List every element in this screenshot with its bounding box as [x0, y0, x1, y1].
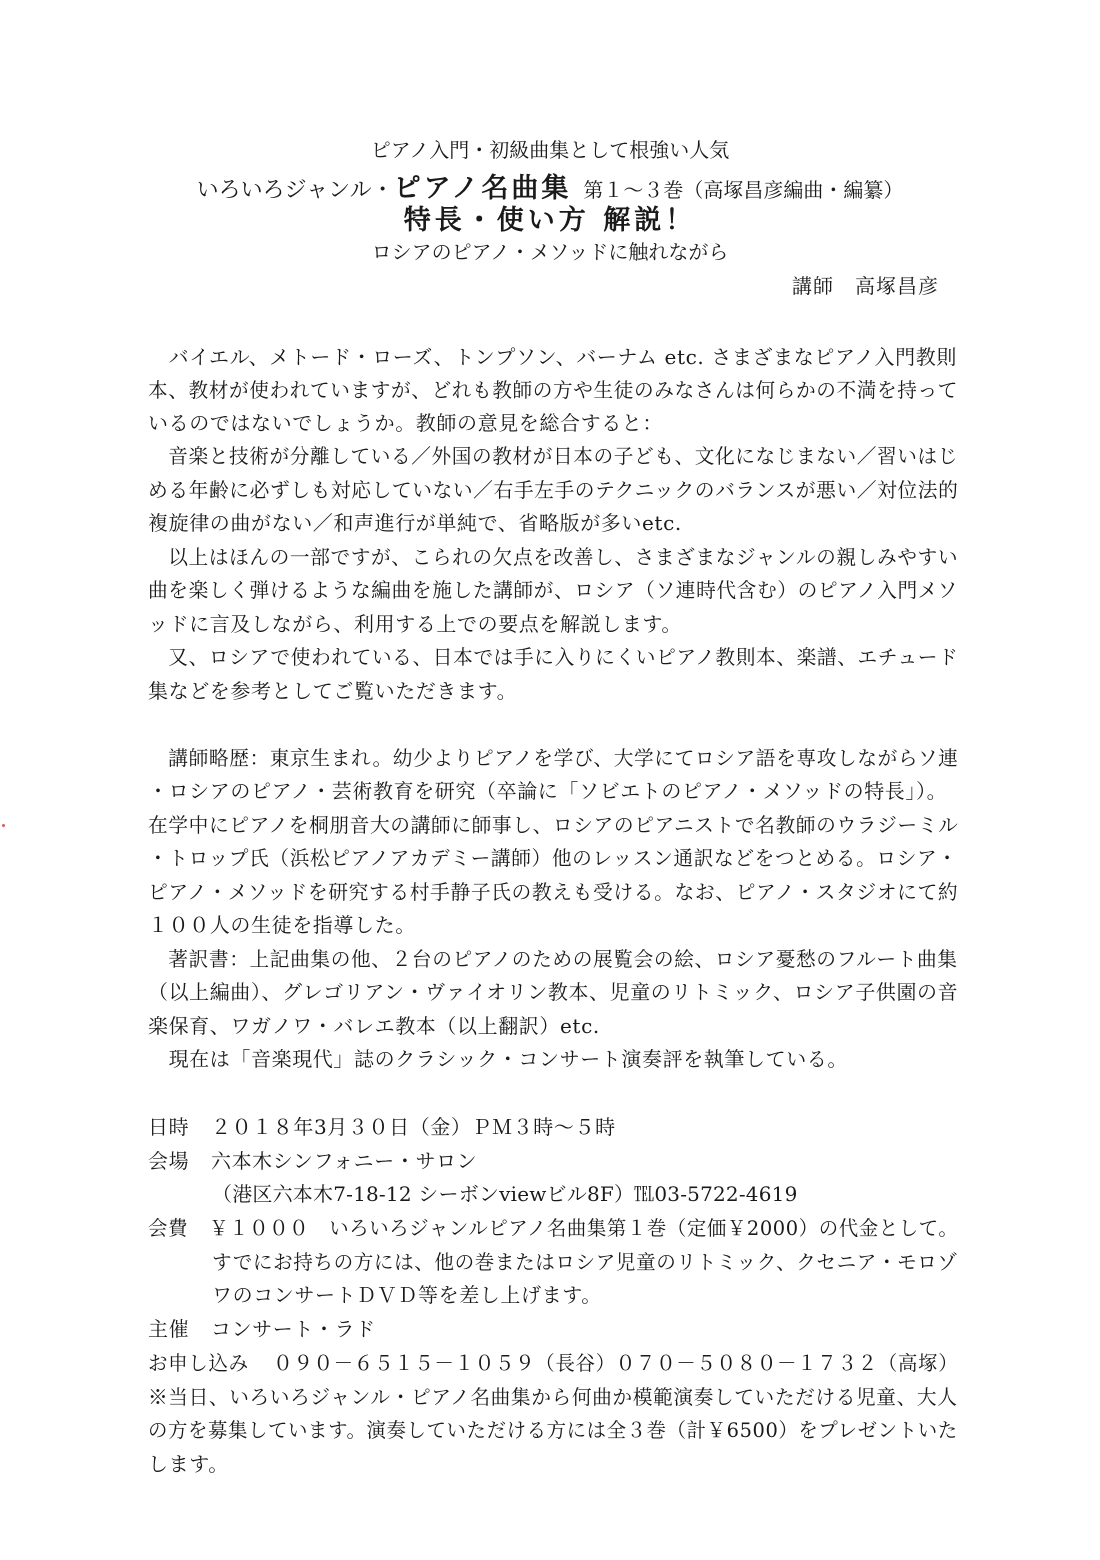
event-note-line: の方を募集しています。演奏していただける方には全３巻（計￥6500）をプレゼントいた [148, 1418, 958, 1442]
event-apply [148, 1349, 958, 1377]
main-title-name: ピアノ名曲集 [393, 173, 572, 204]
main-title-volumes: 第１～３巻（高塚昌彦編曲・編纂） [583, 178, 904, 202]
bio-line: 著訳書：上記曲集の他、２台のピアノのための展覧会の絵、ロシア憂愁のフルート曲集 [148, 947, 958, 971]
event-date [148, 1113, 616, 1141]
bio-line: １００人の生徒を指導した。 [148, 913, 416, 937]
intro-line: 以上はほんの一部ですが、こられの欠点を改善し、さまざまなジャンルの親しみやすい [148, 545, 959, 569]
event-organizer-value: コンサート・ラド [210, 1317, 376, 1341]
bio-line: ・ロシアのピアノ・芸術教育を研究（卒論に「ソビエトのピアノ・メソッドの特長」）。 [148, 779, 948, 803]
event-organizer [148, 1315, 376, 1343]
bio-line: 在学中にピアノを桐朋音大の講師に師事し、ロシアのピアニストで名教師のウラジーミル [148, 813, 959, 837]
event-fee-label: 会費 [148, 1216, 189, 1240]
intro-line: 集などを参考としてご覧いただきます。 [148, 679, 518, 703]
intro-line: 又、ロシアで使われている、日本では手に入りにくいピアノ教則本、楽譜、エチュード [148, 645, 959, 669]
intro-line: いるのではないでしょうか。教師の意見を総合すると： [148, 411, 663, 435]
event-note-line: します。 [148, 1452, 229, 1476]
intro-line: バイエル、メトード・ローズ、トンプソン、バーナム etc. さまざまなピアノ入門教則 [148, 345, 957, 369]
event-venue-label: 会場 [148, 1149, 190, 1173]
headline-features: 特長・使い方 解説！ [403, 205, 697, 236]
intro-line: 音楽と技術が分離している／外国の教材が日本の子ども、文化になじまない／習いはじ [148, 444, 958, 468]
intro-line: 複旋律の曲がない／和声進行が単純で、省略版が多いetc. [148, 511, 682, 535]
intro-line: 本、教材が使われていますが、どれも教師の方や生徒のみなさんは何らかの不満を持って [148, 378, 958, 402]
bio-line: ピアノ・メソッドを研究する村手静子氏の教えも受ける。なお、ピアノ・スタジオにて約 [148, 880, 959, 904]
bio-line: ・トロップ氏（浜松ピアノアカデミー講師）他のレッスン通訳などをつとめる。ロシア・ [148, 846, 958, 870]
bio-line: （以上編曲）、グレゴリアン・ヴァイオリン教本、児童のリトミック、ロシア子供園の音 [148, 980, 959, 1004]
event-fee-note: すでにお持ちの方には、他の巻またはロシア児童のリトミック、クセニア・モロゾ [212, 1250, 958, 1274]
bio-line: 講師略歴：東京生まれ。幼少よりピアノを学び、大学にてロシア語を専攻しながらソ連 [148, 746, 959, 770]
event-fee-note: ワのコンサートＤＶＤ等を差し上げます。 [212, 1283, 602, 1307]
intro-line: 曲を楽しく弾けるような編曲を施した講師が、ロシア（ソ連時代含む）のピアノ入門メソ [148, 578, 958, 602]
bio-line: 楽保育、ワガノワ・バレエ教本（以上翻訳）etc. [148, 1014, 600, 1038]
event-venue [148, 1147, 477, 1175]
intro-line: ッドに言及しながら、利用する上での要点を解説します。 [148, 612, 682, 636]
event-date-label: 日時 [148, 1115, 190, 1139]
event-organizer-label: 主催 [148, 1317, 190, 1341]
lecturer-name: 講師 高塚昌彦 [792, 274, 939, 298]
event-note-line: ※当日、いろいろジャンル・ピアノ名曲集から何曲か模範演奏していただける児童、大人 [148, 1385, 958, 1409]
main-title-prefix: いろいろジャンル・ [196, 178, 394, 203]
event-fee [148, 1214, 958, 1242]
event-date-value: ２０１８年3月３０日（金）ＰＭ３時～５時 [210, 1115, 616, 1139]
event-apply-label: お申し込み [148, 1351, 249, 1375]
bio-line: 現在は「音楽現代」誌のクラシック・コンサート演奏評を執筆している。 [148, 1047, 848, 1071]
scan-speck [2, 824, 5, 827]
event-venue-value: 六本木シンフォニー・サロン [210, 1149, 478, 1173]
event-fee-value: ￥１０００ いろいろジャンルピアノ名曲集第１巻（定価￥2000）の代金として。 [209, 1216, 959, 1240]
subtitle-popular: ピアノ入門・初級曲集として根強い人気 [370, 138, 730, 162]
intro-line: める年齢に必ずしも対応していない／右手左手のテクニックのバランスが悪い／対位法的 [148, 478, 959, 502]
event-apply-value: ０９０－６５１５－１０５９（長谷）０７０－５０８０－１７３２（高塚） [273, 1351, 959, 1375]
subtitle-russia: ロシアのピアノ・メソッドに触れながら [371, 240, 729, 264]
event-venue-address: （港区六本木7-18-12 シーボンviewビル8F）℡03-5722-4619 [212, 1182, 798, 1206]
